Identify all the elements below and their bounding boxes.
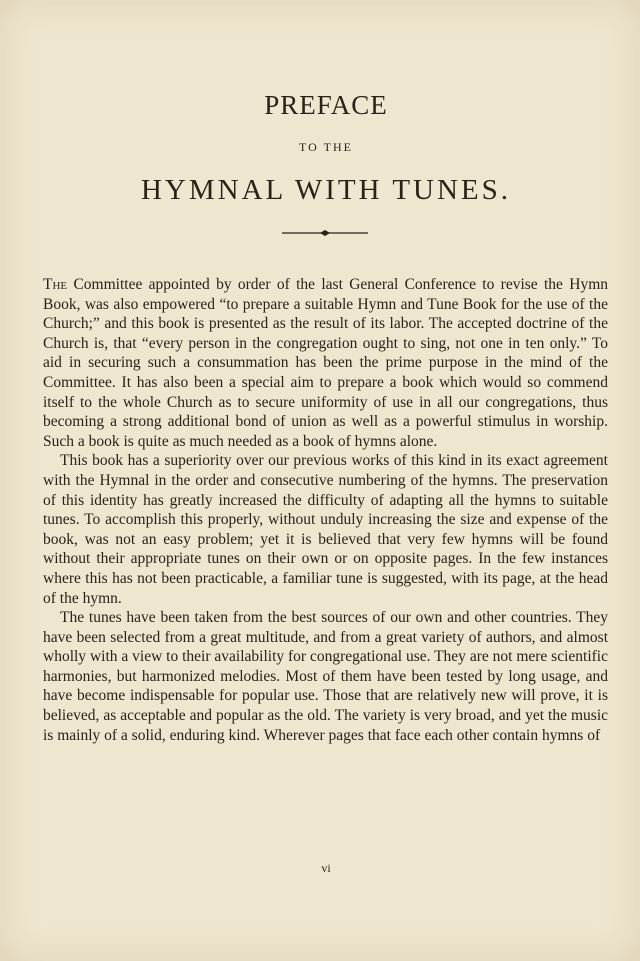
paragraph-1-lead: The [43, 276, 68, 293]
ornament-divider [280, 228, 370, 238]
paragraph-3: The tunes have been taken from the best sources of our own and other countries. They have been selected from a great multitude, and from a great variety of authors, and almost wholly with a view to their availability for congregational use. They are not mere scientific harmonies, but harmonized melodies. Most of them have been tested by long usage, and have become indispensable for popular use. Those that are relatively new will prove, it is believed, as acceptable and popular as the old. The variety is very broad, and yet the music is mainly of a solid, enduring kind. Wherever pages that face each other contain hymns of [43, 609, 608, 744]
paragraph-1 [43, 275, 608, 451]
page-number: vi [321, 861, 331, 875]
page-subtitle: TO THE [299, 140, 353, 154]
book-title: HYMNAL WITH TUNES. [140, 174, 512, 206]
paragraph-1-text: Committee appointed by order of the last General Conference to revise the Hymn Book, was also empowered “to prepare a suitable Hymn and Tune Book for the use of the Church;” and this book is presented as the result of its labor. The accepted doctrine of the Church is, that “every person in the congregation ought to sing, not one in ten only.” To aid in securing such a consummation has been the prime purpose in the mind of the Committee. It has also been a special aim to prepare a book which would so commend itself to the whole Church as to secure uniformity of use in all our congregations, thus becoming a strong additional bond of union as well as a powerful stimulus in worship. Such a book is quite as much needed as a book of hymns alone. [43, 276, 608, 450]
page-title: PREFACE [264, 90, 388, 120]
preface-body [43, 275, 608, 745]
paragraph-2: This book has a superiority over our previous works of this kind in its exact agreement with the Hymnal in the order and consecutive numbering of the hymns. The preservation of this identity has greatly increased the difficulty of adapting all the hymns to suitable tunes. To accomplish this properly, without unduly increasing the size and expense of the book, was not an easy problem; yet it is believed that very few hymns will be found without their appropriate tunes on their own or on opposite pages. In the few instances where this has not been practicable, a familiar tune is suggested, with its page, at the head of the hymn. [43, 452, 608, 607]
